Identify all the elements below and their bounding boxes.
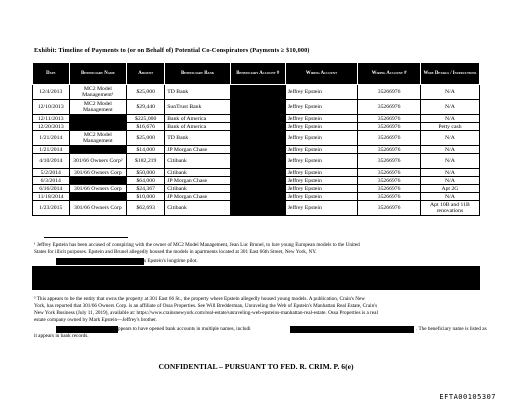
redaction-block bbox=[230, 154, 285, 169]
cell-beneficiary-name: 301/66 Owners Corp bbox=[69, 201, 127, 216]
table-row bbox=[33, 146, 480, 154]
cell-beneficiary-name: MC2 Model Management bbox=[69, 100, 127, 115]
cell-beneficiary-bank: Citibank bbox=[165, 154, 231, 169]
cell-wiring-account-number: 35266976 bbox=[358, 123, 421, 131]
payments-table bbox=[32, 62, 480, 216]
cell-beneficiary-bank: JP Morgan Chase bbox=[165, 177, 231, 185]
cell-wire-details: N/A bbox=[420, 169, 479, 177]
cell-wire-details: N/A bbox=[420, 115, 479, 123]
footnote-3-line-2: it appears in bank records. bbox=[34, 333, 89, 339]
cell-beneficiary-name: 301/66 Owners Corp bbox=[69, 169, 127, 177]
cell-wiring-account: Jeffrey Epstein bbox=[285, 177, 358, 185]
table-row bbox=[33, 154, 480, 169]
cell-wiring-account-number: 35266976 bbox=[358, 201, 421, 216]
footnote-2-line-4: estate company owned by Mark Epstein—Jeffrey's brother. bbox=[34, 317, 157, 323]
cell-date: 11/18/2014 bbox=[33, 193, 70, 201]
footnote-separator bbox=[44, 237, 128, 238]
cell-wire-details: N/A bbox=[420, 131, 479, 146]
redaction-block bbox=[69, 146, 127, 154]
cell-beneficiary-bank: JP Morgan Chase bbox=[165, 193, 231, 201]
cell-beneficiary-bank: Bank of America bbox=[165, 115, 231, 123]
table-row bbox=[33, 100, 480, 115]
table-row bbox=[33, 115, 480, 123]
cell-beneficiary-bank: TD Bank bbox=[165, 85, 231, 100]
header-date: Date bbox=[33, 63, 70, 85]
table-row bbox=[33, 131, 480, 146]
cell-wiring-account: Jeffrey Epstein bbox=[285, 131, 358, 146]
table-row bbox=[33, 193, 480, 201]
redaction-block bbox=[69, 115, 127, 123]
cell-amount: $25,000 bbox=[127, 85, 165, 100]
cell-beneficiary-bank: TD Bank bbox=[165, 131, 231, 146]
cell-date: 1/21/2014 bbox=[33, 131, 70, 146]
cell-amount: $29,440 bbox=[127, 100, 165, 115]
cell-beneficiary-bank: JP Morgan Chase bbox=[165, 146, 231, 154]
redaction-block bbox=[69, 177, 127, 185]
cell-wiring-account-number: 35266976 bbox=[358, 146, 421, 154]
cell-wiring-account: Jeffrey Epstein bbox=[285, 100, 358, 115]
cell-amount: $14,000 bbox=[127, 146, 165, 154]
confidential-notice: CONFIDENTIAL – PURSUANT TO FED. R. CRIM. P. 6(e) bbox=[158, 362, 354, 371]
cell-date: 12/4/2013 bbox=[33, 85, 70, 100]
cell-date: 12/20/2013 bbox=[33, 123, 70, 131]
redaction-block bbox=[290, 326, 414, 333]
cell-wiring-account-number: 35266976 bbox=[358, 115, 421, 123]
table-body bbox=[33, 85, 480, 216]
header-beneficiary-bank: Beneficiary Bank bbox=[165, 63, 231, 85]
cell-beneficiary-bank: Citibank bbox=[165, 169, 231, 177]
cell-date: 6/3/2014 bbox=[33, 177, 70, 185]
header-beneficiary-account: Beneficiary Account # bbox=[230, 63, 285, 85]
cell-wiring-account-number: 35266976 bbox=[358, 177, 421, 185]
cell-date: 12/11/2013 bbox=[33, 115, 70, 123]
table-row bbox=[33, 185, 480, 193]
table-row bbox=[33, 169, 480, 177]
redaction-block bbox=[69, 123, 127, 131]
cell-wire-details: Petty cash bbox=[420, 123, 479, 131]
redaction-block bbox=[230, 131, 285, 146]
cell-amount: $62,693 bbox=[127, 201, 165, 216]
table-row bbox=[33, 85, 480, 100]
redaction-block bbox=[230, 201, 285, 216]
cell-amount: $16,676 bbox=[127, 123, 165, 131]
cell-beneficiary-name: 301/66 Owners Corp bbox=[69, 185, 127, 193]
cell-date: 12/10/2013 bbox=[33, 100, 70, 115]
cell-wiring-account: Jeffrey Epstein bbox=[285, 185, 358, 193]
header-wiring-account: Wiring Account bbox=[285, 63, 358, 85]
footnote-2-line-2: York, has reported that 301/66 Owners Corp. is an affiliate of Ossa Properties. See Will Bredderman, Unraveling the Web of Epstein's Manhattan Real Estate, Crain's bbox=[34, 303, 378, 309]
table-header-row bbox=[33, 63, 480, 85]
cell-amount: $225,000 bbox=[127, 115, 165, 123]
footnote-1-line-1: ¹ Jeffrey Epstein has been accused of conspiring with the owner of MC2 Model Management, Jean Luc Brunel, to lure young European models to the United bbox=[34, 242, 360, 248]
cell-wiring-account: Jeffrey Epstein bbox=[285, 115, 358, 123]
header-wire-details: Wire Details / Instructions bbox=[420, 63, 479, 85]
cell-wiring-account-number: 35266976 bbox=[358, 193, 421, 201]
cell-wire-details: N/A bbox=[420, 193, 479, 201]
cell-wiring-account: Jeffrey Epstein bbox=[285, 154, 358, 169]
cell-amount: $64,000 bbox=[127, 177, 165, 185]
redaction-block bbox=[32, 272, 480, 290]
cell-date: 4/10/2014 bbox=[33, 154, 70, 169]
cell-amount: $25,000 bbox=[127, 131, 165, 146]
footnote-3-line-1a: ppears to have opened bank accounts in multiple names, includi bbox=[118, 326, 251, 332]
redaction-block bbox=[230, 169, 285, 177]
cell-beneficiary-name: MC2 Model Management bbox=[69, 131, 127, 146]
footnote-pilot-text: s Epstein's longtime pilot. bbox=[144, 258, 198, 264]
cell-amount: $50,000 bbox=[127, 169, 165, 177]
cell-wiring-account-number: 35266976 bbox=[358, 154, 421, 169]
redaction-block bbox=[69, 193, 127, 201]
cell-date: 6/16/2014 bbox=[33, 185, 70, 193]
table-row bbox=[33, 123, 480, 131]
cell-wiring-account: Jeffrey Epstein bbox=[285, 146, 358, 154]
cell-wiring-account-number: 35266976 bbox=[358, 131, 421, 146]
redaction-block bbox=[56, 258, 144, 265]
cell-beneficiary-bank: Citibank bbox=[165, 185, 231, 193]
cell-wire-details: N/A bbox=[420, 100, 479, 115]
footnote-1-line-2: States for illicit purposes. Epstein and Brunel allegedly housed the models in apartments located at 301 East 66th Street, New York, NY. bbox=[34, 249, 317, 255]
cell-wiring-account-number: 35266976 bbox=[358, 100, 421, 115]
cell-amount: $182,219 bbox=[127, 154, 165, 169]
cell-wiring-account-number: 35266976 bbox=[358, 185, 421, 193]
cell-wiring-account-number: 35266976 bbox=[358, 85, 421, 100]
redaction-block bbox=[230, 85, 285, 100]
exhibit-title: Exhibit: Timeline of Payments to (or on Behalf of) Potential Co-Conspirators (Payments ≥ $10,000) bbox=[34, 47, 310, 54]
cell-amount: $24,367 bbox=[127, 185, 165, 193]
redaction-block bbox=[230, 185, 285, 193]
cell-beneficiary-bank: SunTrust Bank bbox=[165, 100, 231, 115]
redaction-block bbox=[230, 123, 285, 131]
cell-wire-details: Apt 10B and 11B renovations bbox=[420, 201, 479, 216]
footnote-2-line-1: ² This appears to be the entity that owns the property at 301 East 66 St., the property where Epstein allegedly housed young models. A publication, Crain's New bbox=[34, 296, 366, 302]
footnote-3-line-1b: . The beneficiary name is listed as bbox=[416, 326, 487, 332]
table-row bbox=[33, 177, 480, 185]
cell-beneficiary-bank: Bank of America bbox=[165, 123, 231, 131]
cell-wire-details: N/A bbox=[420, 154, 479, 169]
cell-beneficiary-name: 301/66 Owners Corp² bbox=[69, 154, 127, 169]
redaction-block bbox=[230, 177, 285, 185]
table-row bbox=[33, 201, 480, 216]
bates-number: EFTA00105307 bbox=[439, 393, 496, 401]
header-wiring-account-number: Wiring Account # bbox=[358, 63, 421, 85]
cell-beneficiary-bank: Citibank bbox=[165, 201, 231, 216]
redaction-block bbox=[230, 193, 285, 201]
header-amount: Amount bbox=[127, 63, 165, 85]
cell-wire-details: N/A bbox=[420, 146, 479, 154]
cell-date: 1/23/2015 bbox=[33, 201, 70, 216]
cell-wiring-account: Jeffrey Epstein bbox=[285, 85, 358, 100]
redaction-block bbox=[230, 115, 285, 123]
header-beneficiary-name: Beneficiary Name bbox=[69, 63, 127, 85]
cell-wiring-account: Jeffrey Epstein bbox=[285, 123, 358, 131]
cell-wiring-account: Jeffrey Epstein bbox=[285, 169, 358, 177]
redaction-block bbox=[230, 100, 285, 115]
cell-wire-details: Apt 2G bbox=[420, 185, 479, 193]
redaction-block bbox=[230, 146, 285, 154]
cell-date: 5/2/2014 bbox=[33, 169, 70, 177]
cell-wire-details: N/A bbox=[420, 85, 479, 100]
cell-amount: $10,000 bbox=[127, 193, 165, 201]
cell-wiring-account-number: 35266976 bbox=[358, 169, 421, 177]
cell-wire-details: N/A bbox=[420, 177, 479, 185]
cell-wiring-account: Jeffrey Epstein bbox=[285, 193, 358, 201]
redaction-block bbox=[56, 326, 118, 333]
cell-beneficiary-name: MC2 Model Management¹ bbox=[69, 85, 127, 100]
footnote-2-line-3: New York Business (July 11, 2019), available at: https://www.crainsnewyork.com/real-estate/unraveling-web-epsteins-manhattan-real-estate. Ossa Properties is a real bbox=[34, 310, 378, 316]
cell-date: 1/21/2014 bbox=[33, 146, 70, 154]
cell-wiring-account: Jeffrey Epstein bbox=[285, 201, 358, 216]
